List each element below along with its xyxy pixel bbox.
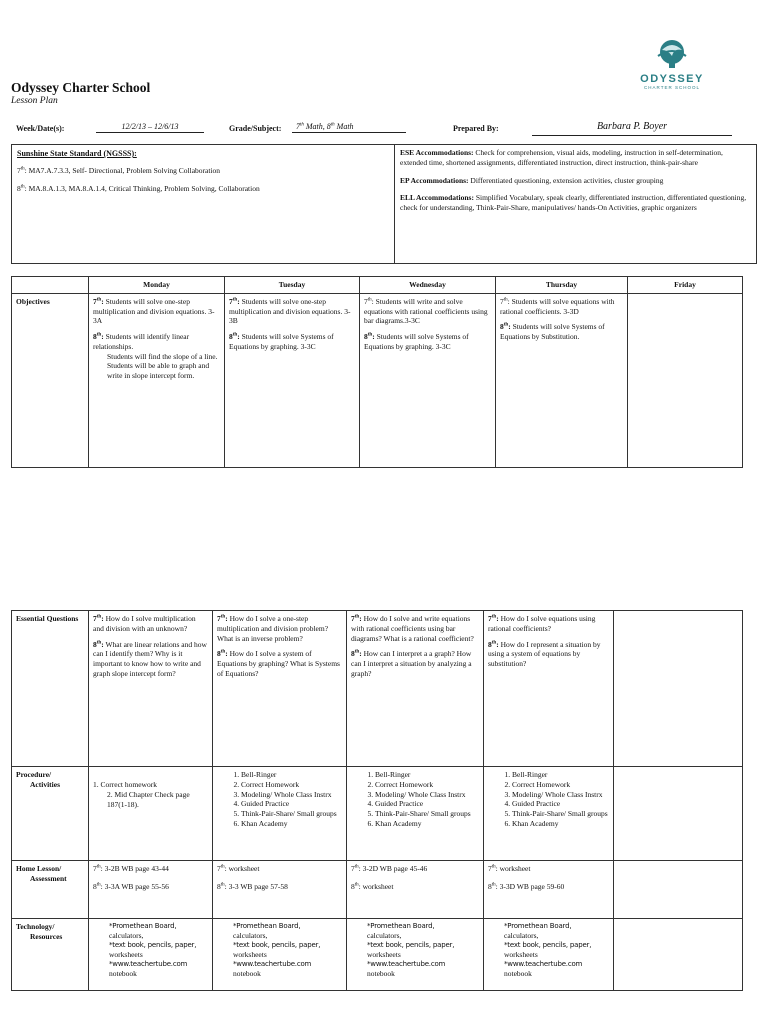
day-friday: Friday [628,277,743,294]
homework-friday [614,861,743,919]
procedure-wednesday: 1. Bell-Ringer 2. Correct Homework 3. Modeling/ Whole Class Instrx 4. Guided Practice 5. Think-Pair-Share/ Small groups 6. Khan Academy [347,767,484,861]
questions-wednesday: 7th: How do I solve and write equations with rational coefficients using bar diagrams? What is a rational coefficient? 8th: How can I interpret a a graph? How can I interpret a situation by analyzing a graph? [347,611,484,767]
homework-monday: 7th: 3-2B WB page 43-44 8th: 3-3A WB page 55-56 [89,861,213,919]
school-name: Odyssey Charter School [11,80,151,95]
ep-accommodations: EP Accommodations: Differentiated questioning, extension activities, cluster grouping [400,175,664,185]
plan-table [11,610,743,991]
week-value: 12/2/13 – 12/6/13 [96,122,204,133]
doc-type: Lesson Plan [11,96,58,106]
procedure-friday [614,767,743,861]
questions-label: Essential Questions [12,611,89,767]
questions-friday [614,611,743,767]
questions-monday: 7th: How do I solve multiplication and division with an unknown? 8th: What are linear relations and how can I identify them? Why is it important to know how to write and graph slope intercept form? [89,611,213,767]
procedure-label: Procedure/ Activities [12,767,89,861]
homework-tuesday: 7th: worksheet 8th: 3-3 WB page 57-58 [213,861,347,919]
procedure-monday: 1. Correct homework 2. Mid Chapter Check page 187(1-18). [89,767,213,861]
standards-box [11,144,757,264]
globe-icon [652,36,692,70]
prepared-label: Prepared By: [453,124,499,133]
objectives-friday [628,293,743,467]
grade-label: Grade/Subject: [229,124,282,133]
ese-accommodations: ESE Accommodations: Check for comprehension, visual aids, modeling, instruction in self-determination, extended time, shortened assignments, differentiated instruction, direct instruction, think-pair-share [400,148,723,167]
accommodations-panel [396,145,754,216]
tech-thursday: *Promethean Board, calculators, *text book, pencils, paper, worksheets *www.teachertube.com notebook [484,919,614,991]
standards-panel [12,145,395,263]
objectives-label: Objectives [12,293,89,467]
objectives-table [11,276,743,468]
week-label: Week/Date(s): [16,124,65,133]
corner-cell [12,277,89,294]
procedure-tuesday: 1. Bell-Ringer 2. Correct Homework 3. Modeling/ Whole Class Instrx 4. Guided Practice 5. Think-Pair-Share/ Small groups 6. Khan Academy [213,767,347,861]
tech-label: Technology/ Resources [12,919,89,991]
tech-tuesday: *Promethean Board, calculators, *text book, pencils, paper, worksheets *www.teachertube.com notebook [213,919,347,991]
logo-sub: CHARTER SCHOOL [644,85,700,90]
school-logo [636,36,708,94]
standard-8th: 8th: MA.8.A.1.3, MA.8.A.1.4, Critical Thinking, Problem Solving, Collaboration [17,183,260,193]
day-tuesday: Tuesday [225,277,360,294]
homework-label: Home Lesson/ Assessment [12,861,89,919]
logo-text: ODYSSEY [640,73,704,85]
day-thursday: Thursday [496,277,628,294]
homework-thursday: 7th: worksheet 8th: 3-3D WB page 59-60 [484,861,614,919]
questions-tuesday: 7th: How do I solve a one-step multiplication and division problem? What is an inverse problem? 8th: How do I solve a system of Equations by graphing? What is Systems of Equations? [213,611,347,767]
objectives-thursday: 7th: Students will solve equations with rational coefficients. 3-3D 8th: Students will solve Systems of Equations by Substitution. [496,293,628,467]
procedure-thursday: 1. Bell-Ringer 2. Correct Homework 3. Modeling/ Whole Class Instrx 4. Guided Practice 5. Think-Pair-Share/ Small groups 6. Khan Academy [484,767,614,861]
objectives-wednesday: 7th: Students will write and solve equations with rational coefficients using bar diagrams.3-3C 8th: Students will solve Systems of Equations by graphing. 3-3C [360,293,496,467]
standards-heading: Sunshine State Standard (NGSSS): [17,149,137,158]
day-wednesday: Wednesday [360,277,496,294]
grade-value: 7th Math, 8th Math [292,122,406,133]
day-monday: Monday [89,277,225,294]
prepared-value: Barbara P. Boyer [532,121,732,136]
homework-wednesday: 7th: 3-2D WB page 45-46 8th: worksheet [347,861,484,919]
questions-thursday: 7th: How do I solve equations using rational coefficients? 8th: How do I represent a situation by using a system of equations by substitution? [484,611,614,767]
objectives-tuesday: 7th: Students will solve one-step multiplication and division equations. 3-3B 8th: Students will solve Systems of Equations by graphing. 3-3C [225,293,360,467]
tech-wednesday: *Promethean Board, calculators, *text book, pencils, paper, worksheets *www.teachertube.com notebook [347,919,484,991]
ell-accommodations: ELL Accommodations: Simplified Vocabulary, speak clearly, differentiated instruction, differentiated questioning, check for understanding, Think-Pair-Share, manipulatives/ hands-On Activities, graphic organizers [400,193,747,212]
objectives-monday: 7th: Students will solve one-step multiplication and division equations. 3-3A 8th: Students will identify linear relationships. Students will find the slope of a line. Students will be able to graph and write in slope intercept form. [89,293,225,467]
standard-7th: 7th: MA7.A.7.3.3, Self- Directional, Problem Solving Collaboration [17,166,221,175]
tech-monday: *Promethean Board, calculators, *text book, pencils, paper, worksheets *www.teachertube.com notebook [89,919,213,991]
tech-friday [614,919,743,991]
